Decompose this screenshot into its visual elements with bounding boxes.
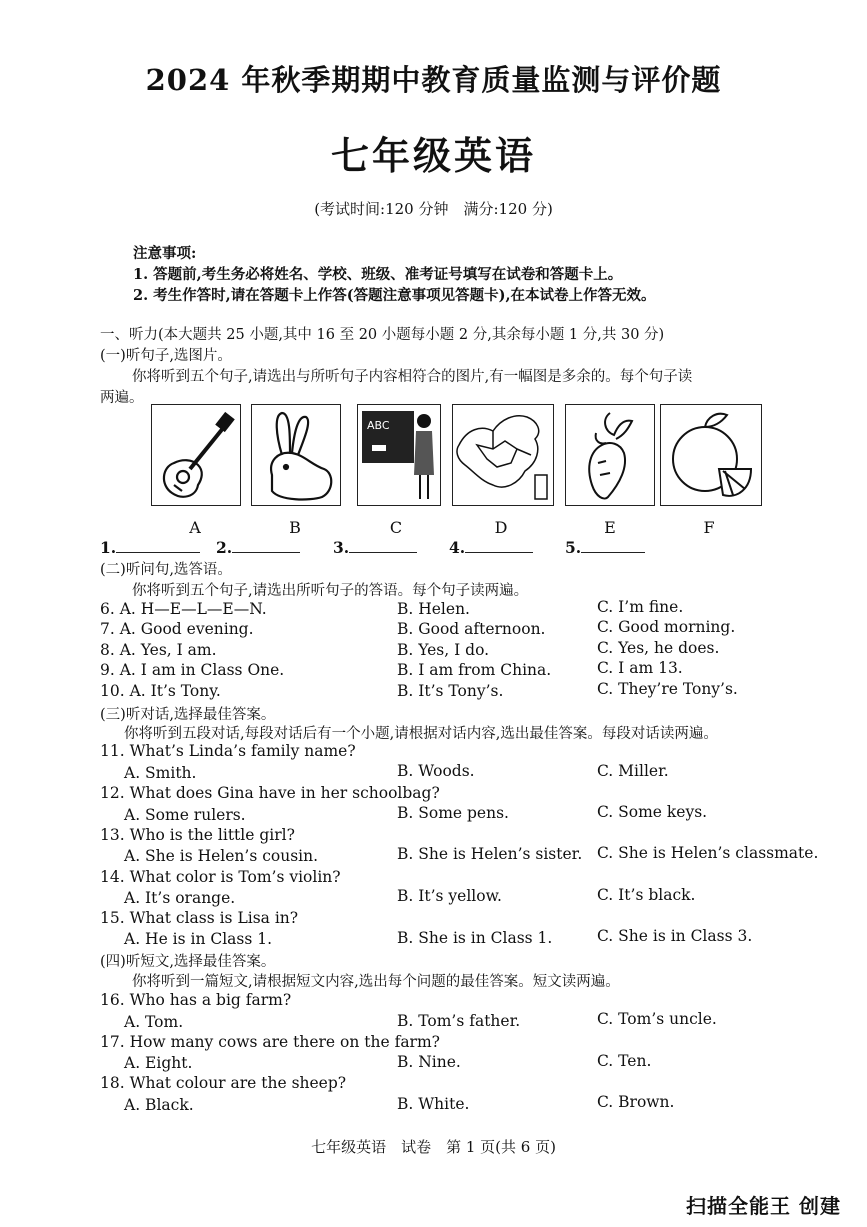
q10-option-b: B. It’s Tony’s.: [397, 682, 504, 700]
q7-option-a: 7. A. Good evening.: [100, 620, 254, 638]
q17-option-b: B. Nine.: [397, 1053, 461, 1071]
q12-question: 12. What does Gina have in her schoolbag?: [100, 784, 440, 802]
q13-question: 13. Who is the little girl?: [100, 826, 295, 844]
q18-question: 18. What colour are the sheep?: [100, 1074, 347, 1092]
picture-b: [251, 404, 341, 506]
q6-option-c: C. I’m fine.: [597, 598, 684, 616]
picture-label-d: D: [494, 518, 508, 537]
q9-option-b: B. I am from China.: [397, 661, 552, 679]
q10-option-a: 10. A. It’s Tony.: [100, 682, 221, 700]
part1-instruction-cont: 两遍。: [100, 390, 144, 406]
subject-title: 七年级英语: [330, 133, 536, 178]
answer-blank-2[interactable]: 2.: [216, 538, 300, 557]
answer-blank-5[interactable]: 5.: [565, 538, 645, 557]
q11-option-a: A. Smith.: [124, 764, 197, 782]
exam-info: (考试时间:120 分钟 满分:120 分): [314, 200, 553, 218]
rabbit-icon: [252, 405, 340, 505]
q18-option-a: A. Black.: [124, 1096, 194, 1114]
part4-heading: (四)听短文,选择最佳答案。: [100, 954, 276, 970]
q16-option-c: C. Tom’s uncle.: [597, 1010, 717, 1028]
q9-option-a: 9. A. I am in Class One.: [100, 661, 285, 679]
picture-label-b: B: [289, 518, 301, 537]
q13-option-b: B. She is Helen’s sister.: [397, 845, 583, 863]
q13-option-c: C. She is Helen’s classmate.: [597, 844, 819, 862]
q14-question: 14. What color is Tom’s violin?: [100, 868, 341, 886]
picture-label-e: E: [604, 518, 616, 537]
picture-label-a: A: [189, 518, 201, 537]
part4-instruction: 你将听到一篇短文,请根据短文内容,选出每个问题的最佳答案。短文读两遍。: [132, 974, 620, 990]
part1-heading: (一)听句子,选图片。: [100, 348, 232, 364]
q17-option-c: C. Ten.: [597, 1052, 652, 1070]
q16-question: 16. Who has a big farm?: [100, 991, 292, 1009]
q15-option-c: C. She is in Class 3.: [597, 927, 753, 945]
q12-option-a: A. Some rulers.: [124, 806, 246, 824]
q7-option-b: B. Good afternoon.: [397, 620, 546, 638]
part1-instruction: 你将听到五个句子,请选出与所听句子内容相符合的图片,有一幅图是多余的。每个句子读: [132, 369, 693, 385]
guitar-icon: [152, 405, 240, 505]
notice-item-1: 1. 答题前,考生务必将姓名、学校、班级、准考证号填写在试卷和答题卡上。: [133, 266, 623, 283]
q15-question: 15. What class is Lisa in?: [100, 909, 299, 927]
exam-title: 2024 年秋季期期中教育质量监测与评价题: [145, 63, 722, 97]
picture-f: [660, 404, 762, 506]
q10-option-c: C. They’re Tony’s.: [597, 680, 738, 698]
answer-blank-3[interactable]: 3.: [333, 538, 417, 557]
q18-option-b: B. White.: [397, 1095, 470, 1113]
q8-option-a: 8. A. Yes, I am.: [100, 641, 217, 659]
china-map-icon: [453, 405, 553, 505]
q15-option-b: B. She is in Class 1.: [397, 929, 553, 947]
answer-blank-1[interactable]: 1.: [100, 538, 200, 557]
q8-option-c: C. Yes, he does.: [597, 639, 720, 657]
q17-question: 17. How many cows are there on the farm?: [100, 1033, 440, 1051]
picture-a: [151, 404, 241, 506]
part2-heading: (二)听问句,选答语。: [100, 562, 232, 578]
part2-instruction: 你将听到五个句子,请选出所听句子的答语。每个句子读两遍。: [132, 583, 529, 599]
q15-option-a: A. He is in Class 1.: [124, 930, 273, 948]
picture-e: [565, 404, 655, 506]
part3-instruction: 你将听到五段对话,每段对话后有一个小题,请根据对话内容,选出最佳答案。每段对话读两遍。: [124, 726, 718, 742]
q6-option-b: B. Helen.: [397, 600, 470, 618]
notice-heading: 注意事项:: [133, 245, 197, 262]
q14-option-b: B. It’s yellow.: [397, 887, 502, 905]
q16-option-a: A. Tom.: [124, 1013, 184, 1031]
q14-option-c: C. It’s black.: [597, 886, 696, 904]
carrot-icon: [566, 405, 654, 505]
picture-label-c: C: [389, 518, 403, 537]
q7-option-c: C. Good morning.: [597, 618, 736, 636]
notice-item-2: 2. 考生作答时,请在答题卡上作答(答题注意事项见答题卡),在本试卷上作答无效。: [133, 287, 656, 304]
answer-blank-4[interactable]: 4.: [449, 538, 533, 557]
q9-option-c: C. I am 13.: [597, 659, 683, 677]
teacher-blackboard-icon: [358, 405, 440, 505]
picture-label-f: F: [703, 518, 715, 537]
q18-option-c: C. Brown.: [597, 1093, 675, 1111]
q12-option-b: B. Some pens.: [397, 804, 509, 822]
picture-d: [452, 404, 554, 506]
q12-option-c: C. Some keys.: [597, 803, 708, 821]
picture-c: [357, 404, 441, 506]
scanner-watermark: 扫描全能王 创建: [686, 1194, 841, 1218]
part3-heading: (三)听对话,选择最佳答案。: [100, 707, 276, 723]
q6-option-a: 6. A. H—E—L—E—N.: [100, 600, 267, 618]
q11-question: 11. What’s Linda’s family name?: [100, 742, 356, 760]
q11-option-b: B. Woods.: [397, 762, 475, 780]
page-footer: 七年级英语 试卷 第 1 页(共 6 页): [311, 1138, 556, 1156]
q17-option-a: A. Eight.: [124, 1054, 193, 1072]
section1-heading: 一、听力(本大题共 25 小题,其中 16 至 20 小题每小题 2 分,其余每小题 1 分,共 30 分): [100, 327, 665, 343]
q11-option-c: C. Miller.: [597, 762, 669, 780]
svg-text:ABC: ABC: [367, 419, 390, 432]
orange-icon: [661, 405, 761, 505]
q13-option-a: A. She is Helen’s cousin.: [124, 847, 319, 865]
q8-option-b: B. Yes, I do.: [397, 641, 490, 659]
q14-option-a: A. It’s orange.: [124, 889, 236, 907]
q16-option-b: B. Tom’s father.: [397, 1012, 521, 1030]
